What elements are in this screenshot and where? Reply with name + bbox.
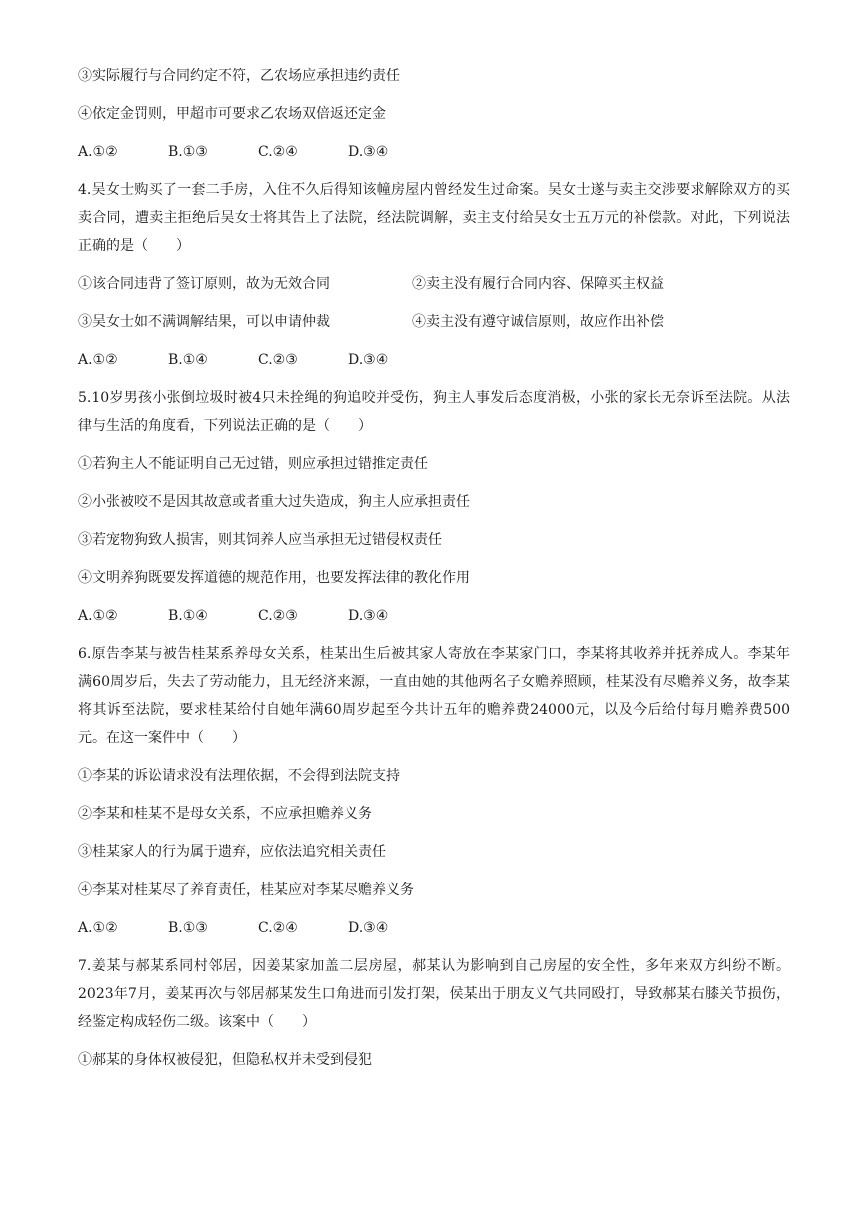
q4-stem: 4.吴女士购买了一套二手房，入住不久后得知该幢房屋内曾经发生过命案。吴女士遂与卖主交涉要求解除双方的买卖合同，遭卖主拒绝后吴女士将其告上了法院，经法院调解，卖主支付给吴女士五万元的补偿款。对此，下列说法正确的是（ ） <box>78 182 790 254</box>
q3-answer-d: D.③④ <box>348 144 389 160</box>
q6-stem: 6.原告李某与被告桂某系养母女关系，桂某出生后被其家人寄放在李某家门口，李某将其收养并抚养成人。李某年满60周岁后，失去了劳动能力，且无经济来源，一直由她的其他两名子女赡养照顾，桂某没有尽赡养义务，故李某将其诉至法院，要求桂某给付自她年满60周岁起至今共计五年的赡养费24000元，以及今后给付每月赡养费500元。在这一案件中（ ） <box>78 646 790 746</box>
q4-answer-a: A.①② <box>78 352 118 368</box>
q7-option-1: ①郝某的身体权被侵犯，但隐私权并未受到侵犯 <box>78 1052 372 1068</box>
q6-answer-b: B.①③ <box>168 920 208 936</box>
q4-option-2: ②卖主没有履行合同内容、保障买主权益 <box>412 276 664 292</box>
q4-option-3: ③吴女士如不满调解结果，可以申请仲裁 <box>78 314 330 330</box>
q4-answer-b: B.①④ <box>168 352 208 368</box>
q3-option-3: ③实际履行与合同约定不符，乙农场应承担违约责任 <box>78 68 400 84</box>
q6-option-2: ②李某和桂某不是母女关系，不应承担赡养义务 <box>78 806 372 822</box>
q4-answer-choices <box>78 346 790 374</box>
q3-answer-choices <box>78 138 790 166</box>
q5-answer-c: C.②③ <box>258 608 298 624</box>
q6-answer-a: A.①② <box>78 920 118 936</box>
q5-option-3: ③若宠物狗致人损害，则其饲养人应当承担无过错侵权责任 <box>78 532 442 548</box>
q3-option-4: ④依定金罚则，甲超市可要求乙农场双倍返还定金 <box>78 106 386 122</box>
q6-option-3: ③桂某家人的行为属于遗弃，应依法追究相关责任 <box>78 844 386 860</box>
q4-options-row-1 <box>78 270 790 298</box>
q5-option-2: ②小张被咬不是因其故意或者重大过失造成，狗主人应承担责任 <box>78 494 470 510</box>
q6-option-4: ④李某对桂某尽了养育责任，桂某应对李某尽赡养义务 <box>78 882 414 898</box>
exam-page <box>78 62 790 1084</box>
q4-answer-d: D.③④ <box>348 352 389 368</box>
q4-option-1: ①该合同违背了签订原则，故为无效合同 <box>78 276 330 292</box>
q5-answer-a: A.①② <box>78 608 118 624</box>
q6-option-1: ①李某的诉讼请求没有法理依据，不会得到法院支持 <box>78 768 400 784</box>
q4-answer-c: C.②③ <box>258 352 298 368</box>
q5-answer-choices <box>78 602 790 630</box>
q5-stem: 5.10岁男孩小张倒垃圾时被4只未拴绳的狗追咬并受伤，狗主人事发后态度消极，小张的家长无奈诉至法院。从法律与生活的角度看，下列说法正确的是（ ） <box>78 390 790 434</box>
q3-answer-b: B.①③ <box>168 144 208 160</box>
q4-option-4: ④卖主没有遵守诚信原则，故应作出补偿 <box>412 314 664 330</box>
q5-answer-b: B.①④ <box>168 608 208 624</box>
q6-answer-choices <box>78 914 790 942</box>
q5-option-4: ④文明养狗既要发挥道德的规范作用，也要发挥法律的教化作用 <box>78 570 470 586</box>
q3-answer-a: A.①② <box>78 144 118 160</box>
q6-answer-d: D.③④ <box>348 920 389 936</box>
q5-option-1: ①若狗主人不能证明自己无过错，则应承担过错推定责任 <box>78 456 428 472</box>
q3-answer-c: C.②④ <box>258 144 298 160</box>
q5-answer-d: D.③④ <box>348 608 389 624</box>
q4-options-row-2 <box>78 308 790 336</box>
q6-answer-c: C.②④ <box>258 920 298 936</box>
q7-stem: 7.姜某与郝某系同村邻居，因姜某家加盖二层房屋，郝某认为影响到自己房屋的安全性，多年来双方纠纷不断。2023年7月，姜某再次与邻居郝某发生口角进而引发打架，侯某出于朋友义气共同殴打，导致郝某右膝关节损伤，经鉴定构成轻伤二级。该案中（ ） <box>78 958 790 1030</box>
